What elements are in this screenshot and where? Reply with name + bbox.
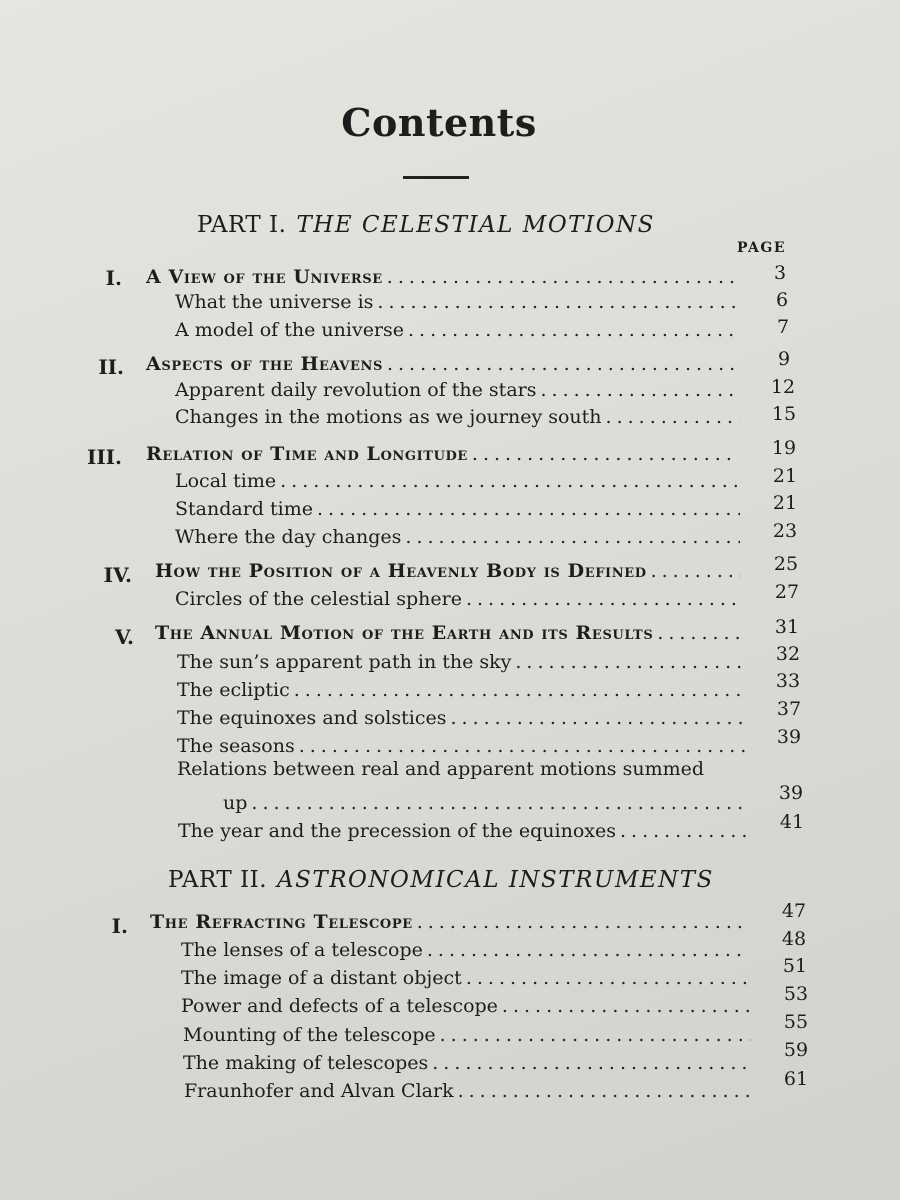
page-number: 39 [778,782,804,804]
page-number: 33 [775,670,801,692]
chapter-number: IV. [103,563,132,587]
page-number: 27 [774,581,800,603]
section-title: Standard time [175,498,313,520]
dot-leader [515,651,744,673]
dot-leader [294,679,744,701]
section-title: The image of a distant object [181,967,462,989]
section-entry [177,651,744,673]
section-title: Fraunhofer and Alvan Clark [184,1080,454,1102]
chapter-title: How the Position of a Heavenly Body is Defined [155,560,647,582]
page-number: 47 [781,900,807,922]
page-number: 23 [772,520,798,542]
dot-leader [387,266,736,288]
chapter-entry [146,443,738,465]
dot-leader [432,1052,751,1074]
dot-leader [377,291,736,313]
section-title: The sun’s apparent path in the sky [177,651,512,673]
page-number: 48 [781,928,807,950]
part-1-heading [197,212,655,238]
section-title-continued: up [223,792,248,814]
dot-leader [280,470,738,492]
dot-leader [427,939,748,961]
section-entry [178,820,748,842]
section-title: Mounting of the telescope [183,1024,436,1046]
page-number: 9 [777,348,791,370]
page-number: 19 [771,437,797,459]
page-number: 12 [770,376,796,398]
part-1-name: THE CELESTIAL MOTIONS [296,212,655,238]
page-number: 51 [782,955,808,977]
page-column-header: PAGE [737,240,786,256]
dot-leader [387,353,738,375]
page-number: 15 [771,403,797,425]
section-entry [175,588,743,610]
section-title: Circles of the celestial sphere [175,588,462,610]
dot-leader [540,379,738,401]
section-title: Apparent daily revolution of the stars [175,379,537,401]
section-entry [175,379,738,401]
dot-leader [466,588,743,610]
section-title: The seasons [177,735,295,757]
page-number: 32 [775,643,801,665]
dot-leader [657,622,743,644]
dot-leader [502,995,750,1017]
section-entry [181,967,750,989]
section-entry [183,1052,751,1074]
chapter-title: A View of the Universe [146,266,383,288]
section-entry [183,1024,751,1046]
chapter-entry [155,560,741,582]
page-number: 37 [776,698,802,720]
chapter-entry [150,911,748,933]
chapter-number: III. [86,445,122,469]
section-entry [177,735,745,757]
section-title: The equinoxes and solstices [177,707,447,729]
section-title: The ecliptic [177,679,290,701]
chapter-number: V. [115,625,134,649]
dot-leader [417,911,748,933]
section-title: The lenses of a telescope [181,939,423,961]
section-entry [175,406,740,428]
chapter-number: I. [105,266,122,290]
page-number: 25 [773,553,799,575]
chapter-entry [146,266,736,288]
section-entry [177,758,704,780]
section-title: A model of the universe [175,319,405,341]
section-entry [175,291,736,313]
dot-leader [405,526,740,548]
section-entry [184,1080,750,1102]
part-2-heading [168,867,714,893]
section-entry [177,707,745,729]
page-number: 3 [773,262,787,284]
page-title: Contents [341,100,537,145]
dot-leader [606,406,740,428]
dot-leader [458,1080,750,1102]
section-title: Local time [175,470,277,492]
section-title: The making of telescopes [183,1052,429,1074]
section-title: Power and defects of a telescope [181,995,498,1017]
page-number: 61 [783,1068,809,1090]
section-entry [181,995,750,1017]
section-title: The year and the precession of the equinoxes [178,820,616,842]
dot-leader [450,707,745,729]
page-number: 21 [772,492,798,514]
chapter-title: Aspects of the Heavens [146,353,383,375]
section-entry [177,679,744,701]
chapter-entry [146,353,738,375]
page-number: 39 [776,726,802,748]
part-2-name: ASTRONOMICAL INSTRUMENTS [277,867,714,893]
section-entry [175,498,740,520]
section-title: What the universe is [175,291,374,313]
part-1-label: PART I. [197,212,287,238]
title-rule [403,176,469,179]
section-entry [175,319,738,341]
part-2-label: PART II. [168,867,268,893]
page-number: 21 [772,465,798,487]
page-number: 53 [783,983,809,1005]
section-entry-continued [223,792,746,814]
section-title: Where the day changes [175,526,402,548]
page-number: 55 [783,1011,809,1033]
dot-leader [317,498,740,520]
section-entry [181,939,748,961]
dot-leader [408,319,738,341]
section-title: Relations between real and apparent motions summed [177,758,705,780]
page-number: 31 [774,616,800,638]
dot-leader [651,560,741,582]
section-entry [175,470,738,492]
chapter-entry [155,622,743,644]
dot-leader [251,792,746,814]
section-entry [175,526,740,548]
page-number: 41 [779,811,805,833]
chapter-title: Relation of Time and Longitude [146,443,468,465]
section-title: Changes in the motions as we journey south [175,406,602,428]
dot-leader [440,1024,751,1046]
chapter-title: The Refracting Telescope [150,911,413,933]
dot-leader [299,735,745,757]
page-number: 59 [783,1039,809,1061]
page-number: 6 [775,289,789,311]
chapter-number: II. [98,355,124,379]
page-number: 7 [776,316,790,338]
dot-leader [620,820,748,842]
dot-leader [472,443,738,465]
chapter-number: I. [111,914,128,938]
chapter-title: The Annual Motion of the Earth and its Results [155,622,654,644]
dot-leader [466,967,750,989]
